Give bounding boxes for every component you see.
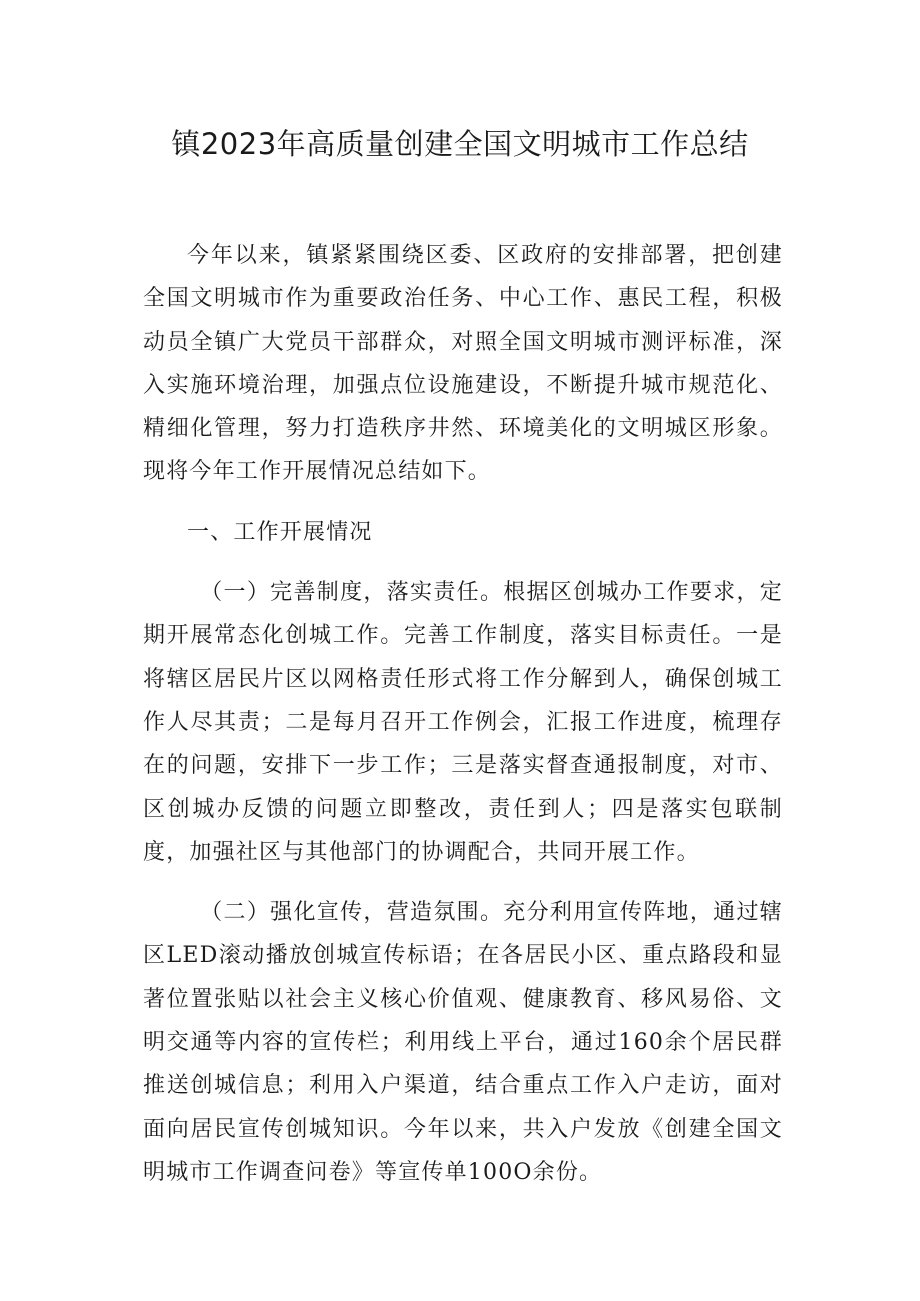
intro-paragraph: 今年以来，镇紧紧围绕区委、区政府的安排部署，把创建全国文明城市作为重要政治任务、中心工作、惠民工程，积极动员全镇广大党员干部群众，对照全国文明城市测评标准，深入实施环境治理，加强点位设施建设，不断提升城市规范化、精细化管理，努力打造秩序井然、环境美化的文明城区形象。现将今年工作开展情况总结如下。 — [143, 243, 783, 485]
document-title: 镇2023年高质量创建全国文明城市工作总结 — [171, 127, 749, 161]
item-paragraph-1: （一）完善制度，落实责任。根据区创城办工作要求，定期开展常态化创城工作。完善工作制度，落实目标责任。一是将辖区居民片区以网格责任形式将工作分解到人，确保创城工作人尽其责；二是每月召开工作例会，汇报工作进度，梳理存在的问题，安排下一步工作；三是落实督查通报制度，对市、区创城办反馈的问题立即整改，责任到人；四是落实包联制度，加强社区与其他部门的协调配合，共同开展工作。 — [143, 580, 783, 865]
section-heading: 一、工作开展情况 — [187, 519, 373, 545]
document-body — [143, 234, 783, 1194]
item-paragraph-2: （二）强化宣传，营造氛围。充分利用宣传阵地，通过辖区LED滚动播放创城宣传标语；在各居民小区、重点路段和显著位置张贴以社会主义核心价值观、健康教育、移风易俗、文明交通等内容的宣传栏；利用线上平台，通过160余个居民群推送创城信息；利用入户渠道，结合重点工作入户走访，面对面向居民宣传创城知识。今年以来，共入户发放《创建全国文明城市工作调查问卷》等宣传单100O余份。 — [143, 900, 783, 1185]
paragraph-gap — [143, 554, 783, 571]
paragraph-gap — [143, 874, 783, 891]
paragraph-gap — [143, 494, 783, 511]
